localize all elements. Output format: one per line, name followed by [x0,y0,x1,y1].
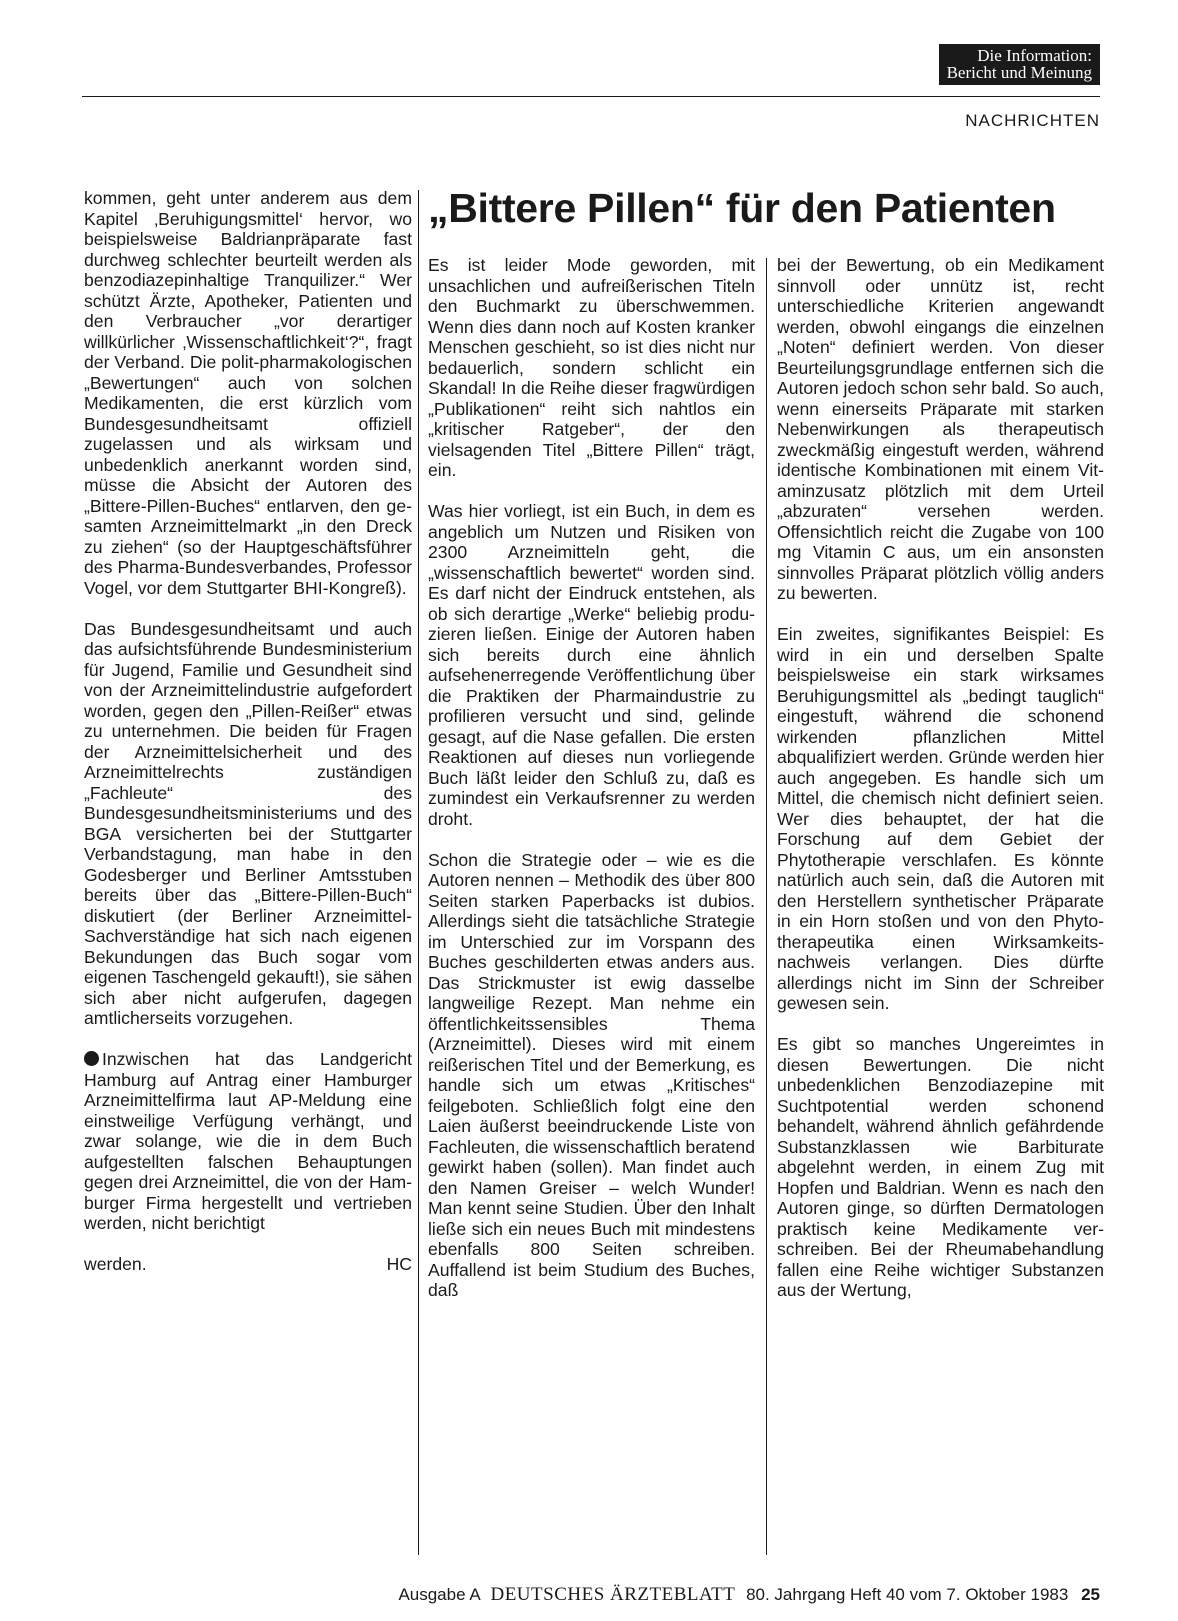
footer-issue: 80. Jahrgang Heft 40 vom 7. Oktober 1983 [746,1585,1069,1604]
article-headline: „Bittere Pillen“ für den Patienten [428,185,1056,231]
col2-paragraph-2: Was hier vorliegt, ist ein Buch, in dem es angeblich um Nutzen und Risiken von 2300 Arzneimitteln geht, die „wissenschaftlich bewertet“ worden sind. Es darf nicht der Eindruck entstehen, als ob sich derartige „Werke“ beliebig produzieren ließen. Einige der Autoren haben sich bereits durch eine ähnlich aufsehenerregende Veröffentlichung über die Praktiken der Pharmaindustrie zu profilieren versucht und sind, gelinde gesagt, auf die Nase gefallen. Die ersten Reaktionen auf dieses nun vorliegende Buch läßt leider den Schluß zu, daß es zumindest ein Verkaufsrenner zu werden droht. [428,501,755,829]
author-signature: HC [386,1254,412,1274]
col1-paragraph-2: Das Bundesgesundheitsamt und auch das aufsichtsführende Bundesministerium für Jugend, Familie und Gesundheit sind von der Arzneimittelindustrie aufgefordert worden, gegen den „Pillen-Reißer“ etwas zu unternehmen. Die beiden für Fragen der Arzneimittelsicherheit und des Arzneimittelrechts zuständigen „Fachleute“ des Bundesgesundheitsministeriums und des BGA versicherten bei der Stuttgarter Verbandstagung, man habe in den Godesberger und Berliner Amtsstuben bereits über das „Bittere-Pillen-Buch“ diskutiert (der Berliner Arzneimittel-Sachverständige hat sich nach eigenen Bekundungen das Buch sogar vom eigenen Taschengeld gekauft!), sie sähen sich aber nicht aufgerufen, dagegen amtlicherseits vorzugehen. [84,618,412,1028]
col1-paragraph-3-text: Inzwischen hat das Landgericht Hamburg auf Antrag einer Hamburger Arzneimittelfirma laut AP-Meldung eine einstweilige Verfügung verhängt, und zwar solange, wie die in dem Buch aufgestellten falschen Behauptungen gegen drei Arzneimittel, die von der Hamburger Firma hergestellt und vertrieben werden, nicht berichtigt [84,1049,412,1233]
column-1 [84,188,412,1275]
footer-journal: DEUTSCHES ÄRZTEBLATT [490,1584,736,1605]
col1-paragraph-3 [84,1049,412,1234]
page-number: 25 [1081,1585,1100,1604]
column-divider-2 [766,258,767,1555]
footer-edition: Ausgabe A [398,1585,480,1604]
column-2 [428,255,755,1301]
col3-paragraph-1: bei der Bewertung, ob ein Medikament sinnvoll oder unnütz ist, recht unterschiedliche Kriterien angewandt werden, obwohl eingangs die einzelnen „Noten“ definiert werden. Von dieser Beurteilungsgrundlage entfernen sich die Autoren jedoch schon sehr bald. So auch, wenn einerseits Präparate mit starken Nebenwirkungen als therapeutisch zweckmäßig eingestuft werden, während identische Kombinationen mit einem Vitaminzusatz plötzlich mit dem Urteil „abzuraten“ versehen werden. Offensichtlich reicht die Zugabe von 100 mg Vitamin C aus, um ein ansonsten sinnvolles Präparat plötzlich völlig anders zu bewerten. [777,255,1104,603]
col3-paragraph-3: Es gibt so manches Ungereimtes in diesen Bewertungen. Die nicht unbedenklichen Benzodiazepine mit Suchtpotential werden schonend behandelt, während ähnlich gefährdende Substanzklassen wie Barbiturate abgelehnt werden, in einem Zug mit Hopfen und Baldrian. Wenn es nach den Autoren ginge, so dürften Dermatologen praktisch keine Medikamente verschreiben. Bei der Rheumabehandlung fallen eine Reihe wichtiger Substanzen aus der Wertung, [777,1034,1104,1300]
section-badge-line2: Bericht und Meinung [946,63,1092,82]
header-rule [82,96,1100,97]
section-badge-line1: Die Information: [977,46,1092,65]
col2-paragraph-3: Schon die Strategie oder – wie es die Autoren nennen – Methodik des über 800 Seiten starken Paperbacks ist dubios. Allerdings sieht die tatsächliche Strategie im Unterschied zur im Vorspann des Buches geschilderten etwas anders aus. Das Strickmuster ist ewig dasselbe langweilige Rezept. Man nehme ein öffentlichkeitssensibles Thema (Arzneimittel). Dieses wird mit einem reißerischen Titel und der Bemerkung, es handle sich um etwas „Kritisches“ feilgeboten. Schließlich folgt eine den Laien äußerst beeindruckende Liste von Fachleuten, die wissenschaftlich beratend gewirkt haben (sollen). Man findet auch den Namen Greiser – welch Wunder! Man kennt seine Studien. Über den Inhalt ließe sich ein neues Buch mit mindestens ebenfalls 800 Seiten schreiben. Auffallend ist beim Studium des Buches, daß [428,849,755,1300]
page-footer [398,1584,1100,1606]
col3-paragraph-2: Ein zweites, signifikantes Beispiel: Es wird in ein und derselben Spalte beispielsweise ein stark wirksames Beruhigungsmittel als „bedingt tauglich“ eingestuft, während die schonend wirkenden pflanzlichen Mittel abqualifiziert werden. Gründe werden hier auch angegeben. Es handle sich um Mittel, die chemisch nicht definiert seien. Wer dies behauptet, der hat die Forschung auf dem Gebiet der Phytotherapie verschlafen. Es könnte natürlich auch sein, daß die Autoren mit den Herstellern synthetischer Präparate in ein Horn stoßen und von den Phytotherapeutika einen Wirksamkeitsnachweis verlangen. Dies dürfte allerdings nicht im Sinn der Schreiber gewesen sein. [777,624,1104,1013]
col1-last-line: werden. [84,1254,147,1274]
col1-paragraph-1: kommen, geht unter anderem aus dem Kapitel ‚Beruhigungsmittel‘ hervor, wo beispielsweise Baldrianpräparate fast durchweg schlechter beurteilt werden als benzodiazepinhaltige Tranquilizer.“ Wer schützt Ärzte, Apotheker, Patienten und den Verbraucher „vor derartiger willkürlicher ‚Wissenschaftlichkeit‘?“, fragt der Verband. Die polit-pharmakologischen „Bewertungen“ auch von solchen Medikamenten, die erst kürzlich vom Bundesgesundheitsamt offiziell zugelassen und als wirksam und unbedenklich anerkannt worden sind, müsse die Absicht der Autoren des „Bittere-Pillen-Buches“ entlarven, den gesamten Arzneimittelmarkt „in den Dreck zu ziehen“ (so der Hauptgeschäftsführer des Pharma-Bundesverbandes, Professor Vogel, vor dem Stuttgarter BHI-Kongreß). [84,188,412,598]
rubric-label: NACHRICHTEN [965,111,1100,130]
column-3 [777,255,1104,1301]
column-divider-1 [418,190,419,1555]
section-badge [939,44,1100,85]
col2-paragraph-1: Es ist leider Mode geworden, mit unsachlichen und aufreißerischen Titeln den Buchmarkt zu überschwemmen. Wenn dies dann noch auf Kosten kranker Menschen geschieht, so ist dies nicht nur bedauerlich, sondern schlicht ein Skandal! In die Reihe dieser fragwürdigen „Publikationen“ reiht sich nahtlos ein „kritischer Ratgeber“, der den vielsagenden Titel „Bittere Pillen“ trägt, ein. [428,255,755,480]
bullet-icon [84,1051,99,1066]
signature-line [84,1254,412,1275]
